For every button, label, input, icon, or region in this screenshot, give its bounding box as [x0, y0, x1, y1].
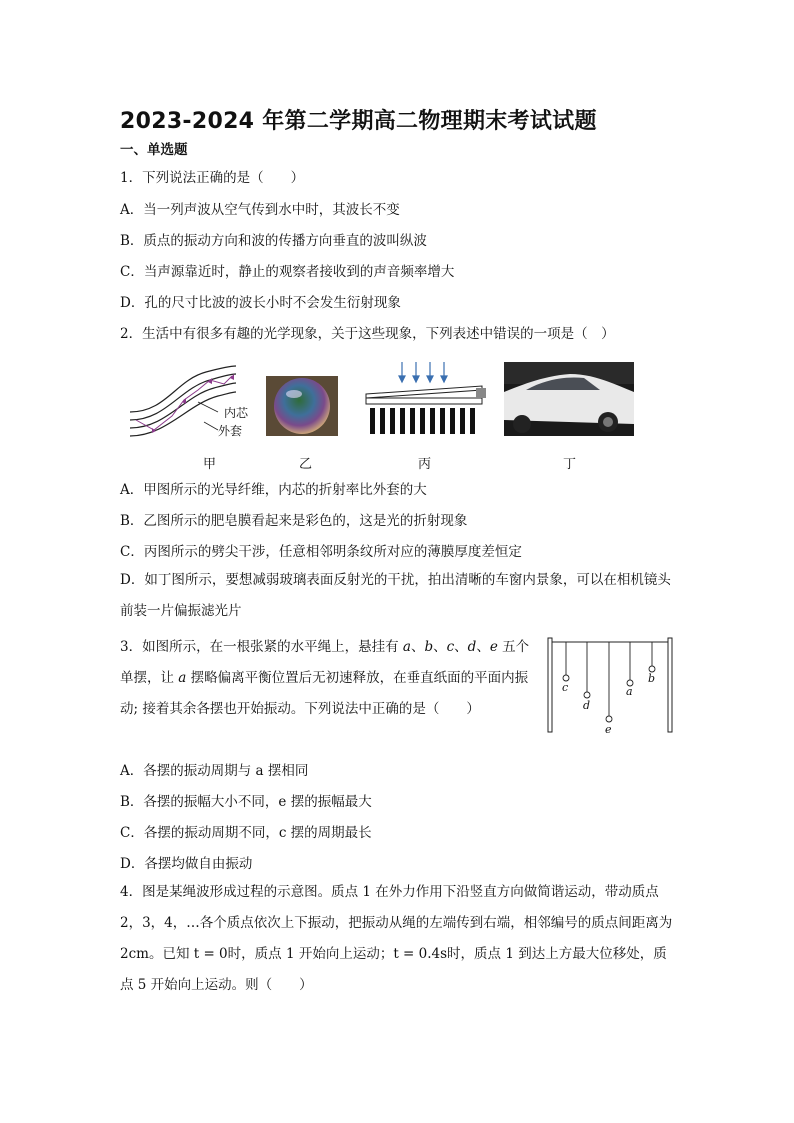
q1-stem: 1．下列说法正确的是（ ） — [120, 170, 305, 186]
wedge-interference-figure — [364, 360, 494, 436]
pendulum-label-b: b — [648, 672, 656, 685]
q4-stem: 4．图是某绳波形成过程的示意图。质点 1 在外力作用下沿竖直方向做简谐运动，带动质点 2，3，4，…各个质点依次上下振动，把振动从绳的左端传到右端，相邻编号的质点间距离为 2cm。已知 t = 0时，质点 1 开始向上运动；t = 0.4s时，质点 1 到达上方最大位移处，质点 5 开始向上运动。则（ ） — [120, 884, 673, 993]
q3-option-d: D．各摆均做自由振动 — [120, 856, 253, 872]
car-window-photo — [504, 362, 634, 436]
pendulum-label-d: d — [583, 699, 591, 712]
q3-stem: 3．如图所示，在一根张紧的水平绳上，悬挂有 a、b、c、d、e 五个单摆，让 a 摆略偏离平衡位置后无初速释放，在垂直纸面的平面内振动; 接着其余各摆也开始振动。下列说法中正确的是（ ） — [120, 639, 530, 717]
fiber-cladding-label: 外套 — [218, 424, 243, 438]
pendulum-label-c: c — [562, 681, 569, 694]
pendulum-label-a: a — [626, 685, 633, 698]
soap-bubble-figure — [266, 376, 338, 436]
caption-bing: 丙 — [418, 457, 432, 472]
q3-option-b: B．各摆的振幅大小不同，e 摆的振幅最大 — [120, 794, 372, 810]
caption-yi: 乙 — [299, 457, 313, 472]
pendulum-figure — [544, 634, 678, 738]
pendulum-label-e: e — [605, 723, 612, 736]
caption-jia: 甲 — [203, 457, 217, 472]
q2-option-b: B．乙图所示的肥皂膜看起来是彩色的，这是光的折射现象 — [120, 513, 468, 529]
section-heading: 一、单选题 — [120, 142, 188, 158]
q2-stem: 2．生活中有很多有趣的光学现象，关于这些现象，下列表述中错误的一项是（ ） — [120, 326, 615, 342]
caption-ding: 丁 — [563, 457, 577, 472]
q2-option-c: C．丙图所示的劈尖干涉，任意相邻明条纹所对应的薄膜厚度差恒定 — [120, 544, 522, 560]
page-title: 2023-2024 年第二学期高二物理期末考试试题 — [120, 109, 597, 134]
q2-option-a: A．甲图所示的光导纤维，内芯的折射率比外套的大 — [120, 482, 427, 498]
q1-option-b: B．质点的振动方向和波的传播方向垂直的波叫纵波 — [120, 233, 427, 249]
q3-option-c: C．各摆的振动周期不同，c 摆的周期最长 — [120, 825, 372, 841]
q2-option-d: D．如丁图所示，要想减弱玻璃表面反射光的干扰，拍出清晰的车窗内景象，可以在相机镜头前装一片偏振滤光片 — [120, 572, 671, 619]
q1-option-c: C．当声源靠近时，静止的观察者接收到的声音频率增大 — [120, 264, 455, 280]
q1-option-d: D．孔的尺寸比波的波长小时不会发生衍射现象 — [120, 295, 401, 311]
q1-option-a: A．当一列声波从空气传到水中时，其波长不变 — [120, 202, 400, 218]
q3-option-a: A．各摆的振动周期与 a 摆相同 — [120, 763, 309, 779]
fiber-core-label: 内芯 — [224, 406, 249, 420]
optical-fiber-figure — [126, 360, 264, 442]
